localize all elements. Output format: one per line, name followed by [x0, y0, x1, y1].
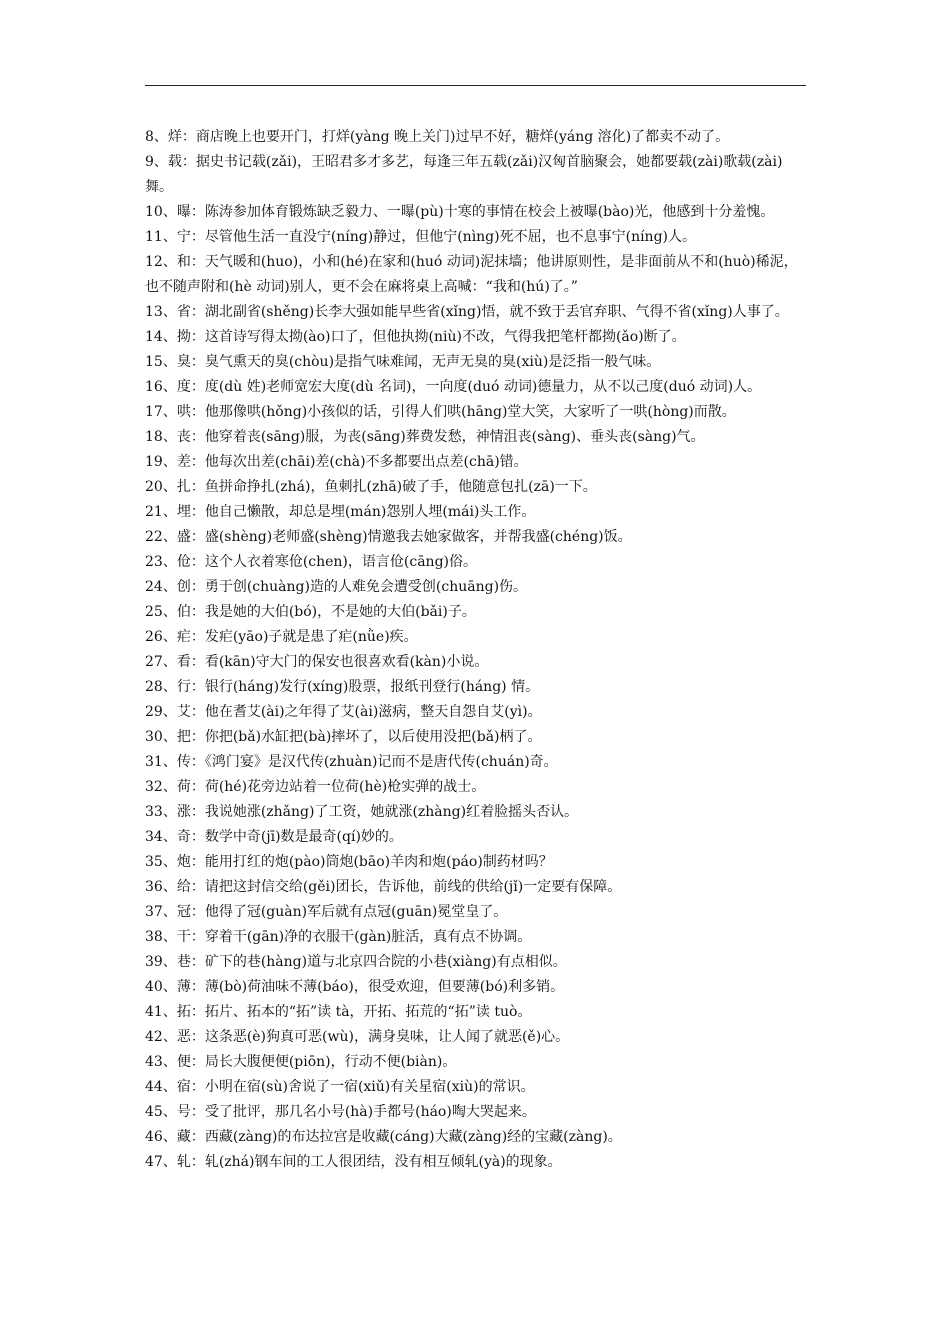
entry-31: 31、传：《鸿门宴》是汉代传(zhuàn)记而不是唐代传(chuán)奇。	[145, 754, 558, 770]
entry-17: 17、哄：他那像哄(hǒng)小孩似的话，引得人们哄(hāng)堂大笑，大家听了一哄(hòng)而散。	[145, 404, 736, 420]
entry-22: 22、盛：盛(shèng)老师盛(shèng)情邀我去她家做客，并帮我盛(chéng)饭。	[145, 529, 632, 545]
entry-39: 39、巷：矿下的巷(hàng)道与北京四合院的小巷(xiàng)有点相似。	[145, 954, 567, 970]
entry-34: 34、奇：数学中奇(jī)数是最奇(qí)妙的。	[145, 829, 403, 845]
entry-33: 33、涨：我说她涨(zhǎng)了工资，她就涨(zhàng)红着脸摇头否认。	[145, 804, 579, 820]
entry-42: 42、恶：这条恶(è)狗真可恶(wù)，满身臭味，让人闻了就恶(ě)心。	[145, 1029, 570, 1045]
entry-11: 11、宁：尽管他生活一直没宁(níng)静过，但他宁(nìng)死不屈，也不息事宁(níng)人。	[145, 229, 697, 245]
entry-18: 18、丧：他穿着丧(sāng)服，为丧(sāng)葬费发愁，神情沮丧(sàng)、垂头丧(sàng)气。	[145, 429, 705, 445]
entry-40: 40、薄：薄(bò)荷油味不薄(báo)，很受欢迎，但要薄(bó)利多销。	[145, 979, 565, 995]
entry-30: 30、把：你把(bǎ)水缸把(bà)摔坏了，以后使用没把(bǎ)柄了。	[145, 729, 542, 745]
entry-13: 13、省：湖北副省(shěng)长李大强如能早些省(xǐng)悟，就不致于丢官弃职、气得不省(xǐng)人事了。	[145, 304, 789, 320]
entry-16: 16、度：度(dù 姓)老师宽宏大度(dù 名词)，一向度(duó 动词)德量力，从不以己度(duó 动词)人。	[145, 379, 762, 395]
entry-45: 45、号：受了批评，那几名小号(hà)手都号(háo)啕大哭起来。	[145, 1104, 536, 1120]
entry-24: 24、创：勇于创(chuàng)造的人难免会遭受创(chuāng)伤。	[145, 579, 528, 595]
entry-37: 37、冠：他得了冠(guàn)军后就有点冠(guān)冕堂皇了。	[145, 904, 508, 920]
entry-28: 28、行：银行(háng)发行(xíng)股票，报纸刊登行(háng) 情。	[145, 679, 540, 695]
entry-43: 43、便：局长大腹便便(piōn)，行动不便(biàn)。	[145, 1054, 457, 1070]
entry-41: 41、拓：拓片、拓本的“拓”读 tà，开拓、拓荒的“拓”读 tuò。	[145, 1004, 532, 1020]
entry-12: 12、和：天气暖和(huo)，小和(hé)在家和(huó 动词)泥抹墙；他讲原则性，是非面前从不和(huò)稀泥，也不随声附和(hè 动词)别人，更不会在麻将桌上高喊：“我和(hú)了。”	[145, 254, 798, 295]
entry-35: 35、炮：能用打红的炮(pào)筒炮(bāo)羊肉和炮(páo)制药材吗？	[145, 854, 553, 870]
entry-10: 10、曝：陈涛参加体育锻炼缺乏毅力、一曝(pù)十寒的事情在校会上被曝(bào)光，他感到十分羞愧。	[145, 204, 775, 220]
entry-44: 44、宿：小明在宿(sù)舍说了一宿(xiǔ)有关星宿(xiù)的常识。	[145, 1079, 535, 1095]
entry-27: 27、看：看(kān)守大门的保安也很喜欢看(kàn)小说。	[145, 654, 489, 670]
entry-19: 19、差：他每次出差(chāi)差(chà)不多都要出点差(chā)错。	[145, 454, 528, 470]
entry-14: 14、拗：这首诗写得太拗(ào)口了，但他执拗(niù)不改，气得我把笔杆都拗(ǎo)断了。	[145, 329, 686, 345]
header-rule	[145, 85, 806, 86]
entry-25: 25、伯：我是她的大伯(bó)，不是她的大伯(bǎi)子。	[145, 604, 476, 620]
entry-list	[145, 125, 808, 1175]
entry-23: 23、伧：这个人衣着寒伧(chen)，语言伧(cāng)俗。	[145, 554, 477, 570]
entry-21: 21、埋：他自己懒散，却总是埋(mán)怨别人埋(mái)头工作。	[145, 504, 536, 520]
entry-38: 38、干：穿着干(gān)净的衣服干(gàn)脏活，真有点不协调。	[145, 929, 532, 945]
entry-26: 26、疟：发疟(yāo)子就是患了疟(nǜe)疾。	[145, 629, 418, 645]
entry-47: 47、轧：轧(zhá)钢车间的工人很团结，没有相互倾轧(yà)的现象。	[145, 1154, 562, 1170]
entry-9: 9、载：据史书记载(zǎi)，王昭君多才多艺，每逢三年五载(zǎi)汉匈首脑聚会，她都要载(zài)歌载(zài)舞。	[145, 154, 783, 195]
entry-29: 29、艾：他在耆艾(ài)之年得了艾(ài)滋病，整天自怨自艾(yì)。	[145, 704, 542, 720]
entry-20: 20、扎：鱼拼命挣扎(zhá)，鱼刺扎(zhā)破了手，他随意包扎(zā)一下。	[145, 479, 597, 495]
entry-32: 32、荷：荷(hé)花旁边站着一位荷(hè)枪实弹的战士。	[145, 779, 486, 795]
entry-36: 36、给：请把这封信交给(gěi)团长，告诉他，前线的供给(jǐ)一定要有保障。	[145, 879, 622, 895]
entry-46: 46、藏：西藏(zàng)的布达拉宫是收藏(cáng)大藏(zàng)经的宝藏(zàng)。	[145, 1129, 622, 1145]
entry-8: 8、烊：商店晚上也要开门，打烊(yàng 晚上关门)过早不好，糖烊(yáng 溶化)了都卖不动了。	[145, 129, 730, 145]
entry-15: 15、臭：臭气熏天的臭(chòu)是指气味难闻，无声无臭的臭(xiù)是泛指一般气味。	[145, 354, 661, 370]
